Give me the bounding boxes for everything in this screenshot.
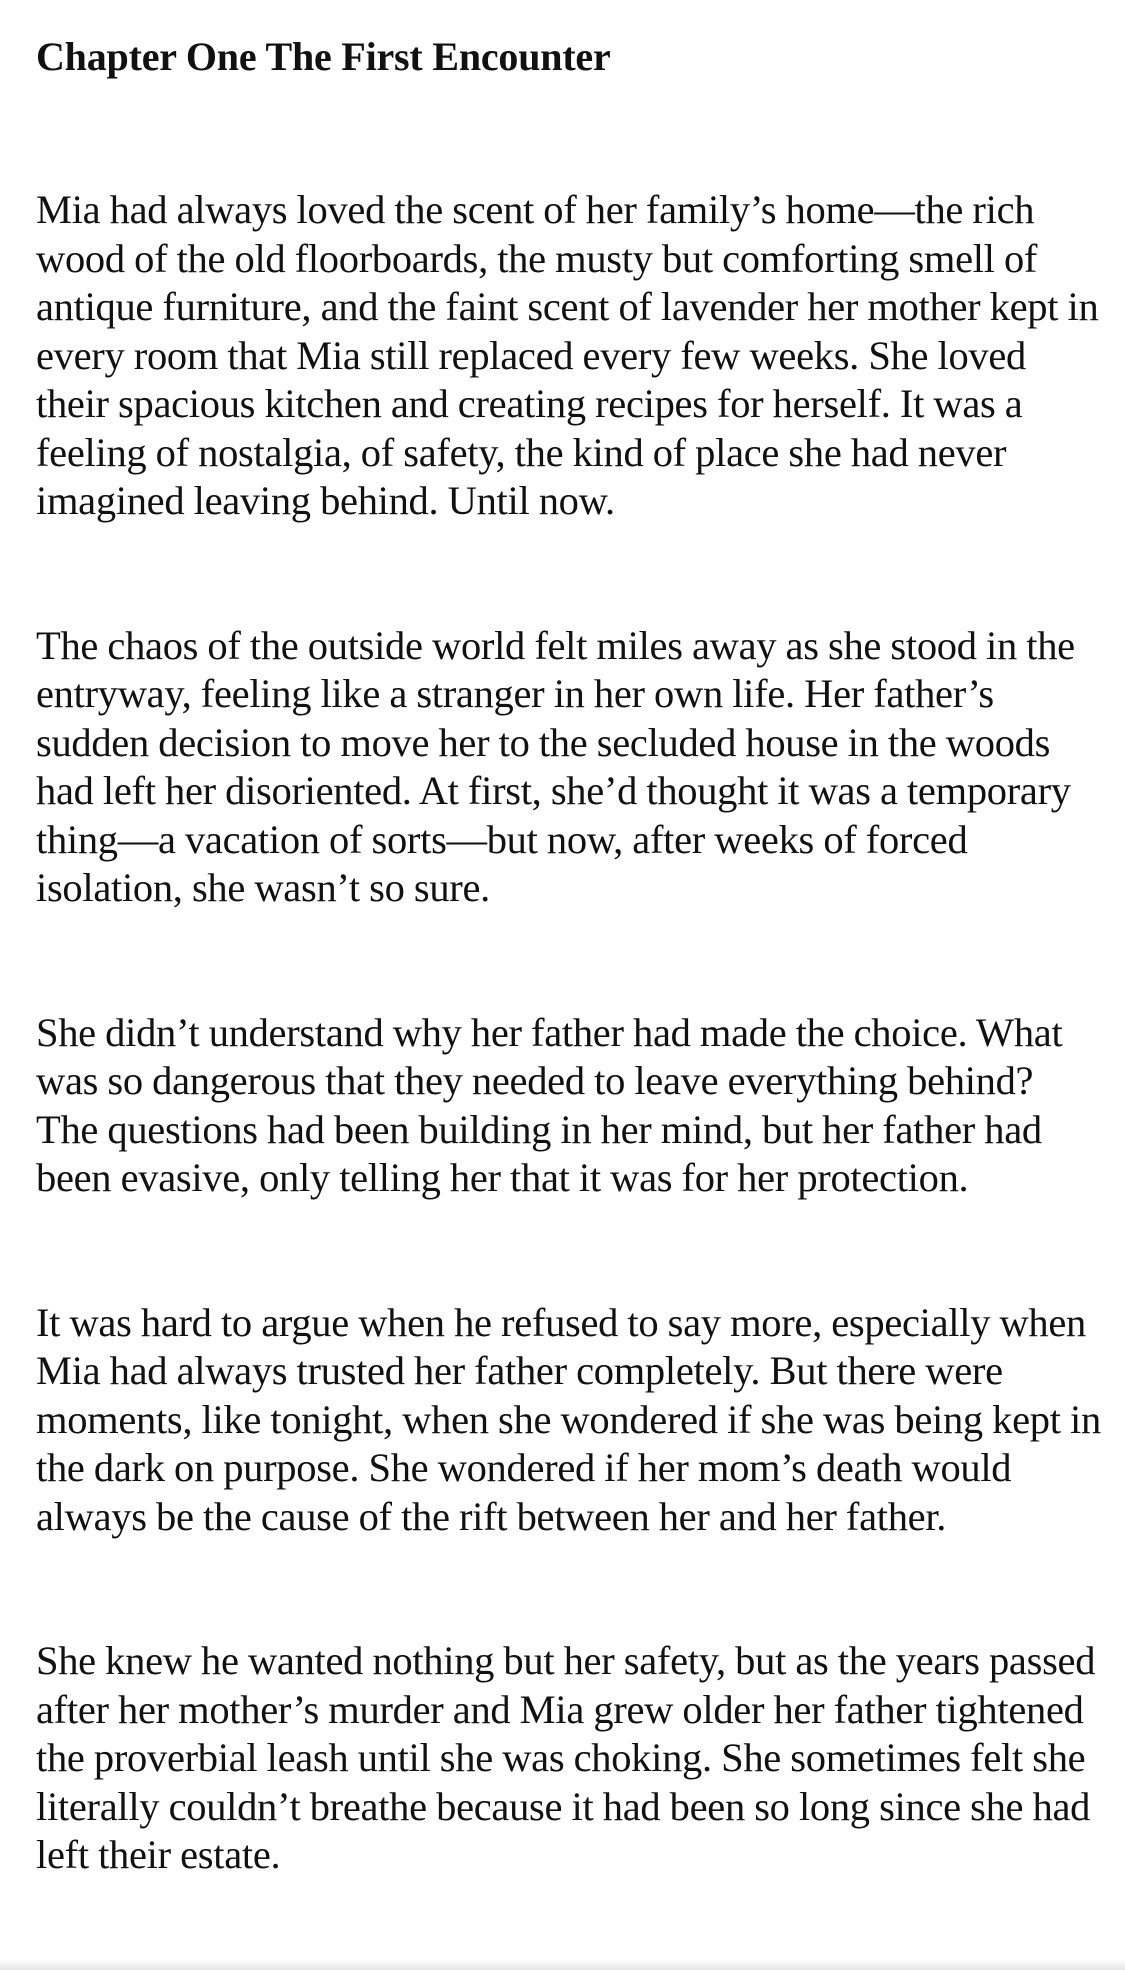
- paragraph-1: Mia had always loved the scent of her family’s home—the rich wood of the old floorboards, the musty but comforting smell of antique furniture, and the faint scent of lavender her mother kept in every room that Mia still replaced every few weeks. She loved their spacious kitchen and creating recipes for herself. It was a feeling of nostalgia, of safety, the kind of place she had never imagined leaving behind. Until now.: [36, 187, 1099, 523]
- bottom-edge-shadow: [0, 1960, 1125, 1970]
- paragraph-3: She didn’t understand why her father had made the choice. What was so dangerous that they needed to leave everything behind? The questions had been building in her mind, but her father had been evasive, only telling her that it was for her protection.: [36, 1009, 1063, 1200]
- paragraph-5: She knew he wanted nothing but her safety, but as the years passed after her mother’s murder and Mia grew older her father tightened the proverbial leash until she was choking. She sometimes felt she literally couldn’t breathe because it had been so long since she had left their estate.: [36, 1638, 1096, 1877]
- chapter-title: Chapter One The First Encounter: [36, 34, 611, 79]
- chapter-content: [36, 22, 1101, 1880]
- paragraph-4: It was hard to argue when he refused to say more, especially when Mia had always trusted her father completely. But there were moments, like tonight, when she wondered if she was being kept in the dark on purpose. She wondered if her mom’s death would always be the cause of the rift between her and her father.: [36, 1299, 1101, 1539]
- paragraph-2: The chaos of the outside world felt miles away as she stood in the entryway, feeling like a stranger in her own life. Her father’s sudden decision to move her to the secluded house in the woods had left her disoriented. At first, she’d thought it was a temporary thing—a vacation of sorts—but now, after weeks of forced isolation, she wasn’t so sure.: [36, 622, 1075, 910]
